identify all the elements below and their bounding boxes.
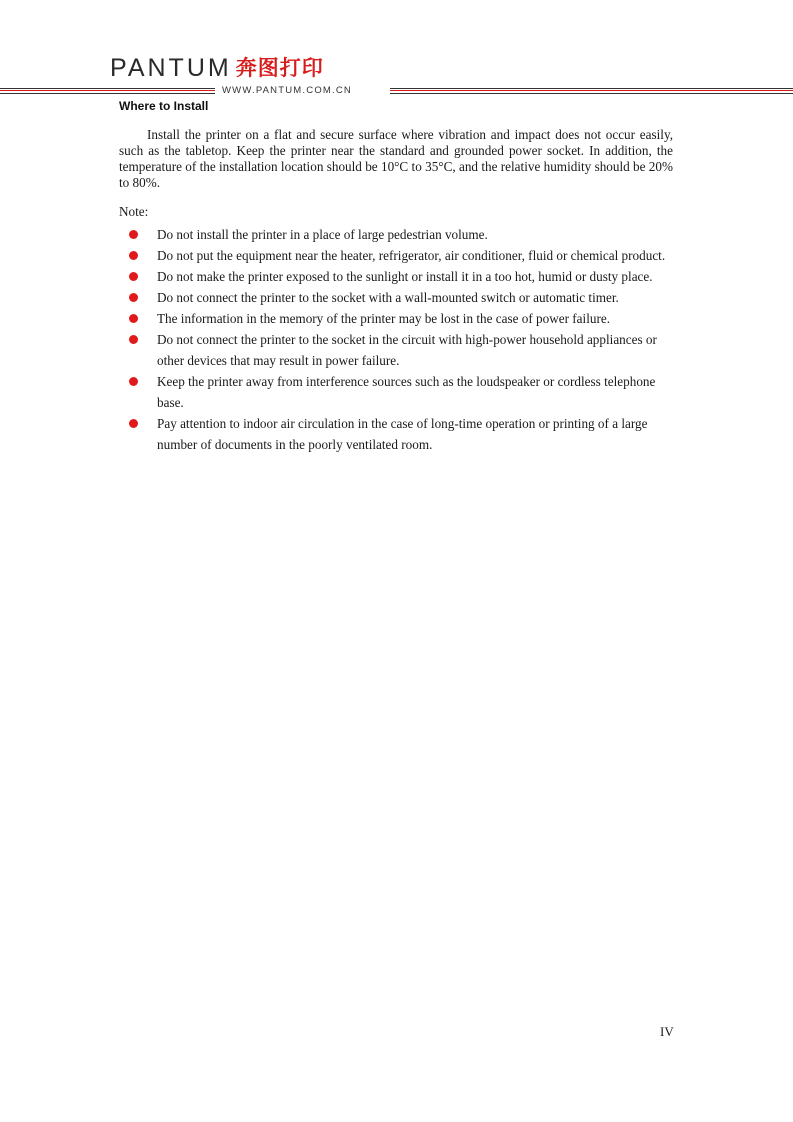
header-rule-right (390, 88, 793, 95)
list-item-text: Pay attention to indoor air circulation in the case of long-time operation or printing of a large number of documents in the poorly ventilated room. (157, 416, 648, 452)
bullet-icon (129, 419, 138, 428)
pantum-logo (110, 55, 324, 81)
list-item (119, 308, 679, 329)
list-item (119, 329, 679, 371)
header-rule (0, 86, 793, 98)
bullet-icon (129, 272, 138, 281)
note-list (119, 224, 679, 455)
list-item-text: Do not connect the printer to the socket with a wall-mounted switch or automatic timer. (157, 290, 619, 305)
list-item-text: Do not put the equipment near the heater, refrigerator, air conditioner, fluid or chemical product. (157, 248, 666, 263)
bullet-icon (129, 251, 138, 260)
bullet-icon (129, 335, 138, 344)
website-url: WWW.PANTUM.COM.CN (222, 85, 352, 96)
list-item (119, 224, 679, 245)
list-item-text: Keep the printer away from interference sources such as the loudspeaker or cordless telephone base. (157, 374, 656, 410)
list-item (119, 371, 679, 413)
page-number: IV (660, 1024, 674, 1039)
bullet-icon (129, 377, 138, 386)
list-item (119, 245, 679, 266)
logo-brand-text: PANTUM (110, 54, 232, 82)
list-item-text: Do not connect the printer to the socket in the circuit with high-power household appliances or other devices that may result in power failure. (157, 332, 657, 368)
page-header (0, 0, 793, 100)
logo-chinese-text: 奔图打印 (235, 56, 324, 80)
intro-paragraph: Install the printer on a flat and secure surface where vibration and impact does not occur easily, such as the tabletop. Keep the printer near the standard and grounded power socket. In addition, the temperature of the installation location should be 10°C to 35°C, and the relative humidity should be 20% to 80%. (119, 127, 673, 190)
note-label: Note: (119, 204, 149, 219)
list-item (119, 266, 679, 287)
list-item (119, 287, 679, 308)
header-rule-left (0, 88, 215, 95)
list-item-text: The information in the memory of the printer may be lost in the case of power failure. (157, 311, 610, 326)
list-item-text: Do not install the printer in a place of large pedestrian volume. (157, 227, 488, 242)
list-item (119, 413, 679, 455)
bullet-icon (129, 293, 138, 302)
list-item-text: Do not make the printer exposed to the sunlight or install it in a too hot, humid or dusty place. (157, 269, 653, 284)
section-title: Where to Install (119, 99, 209, 113)
bullet-icon (129, 230, 138, 239)
bullet-icon (129, 314, 138, 323)
